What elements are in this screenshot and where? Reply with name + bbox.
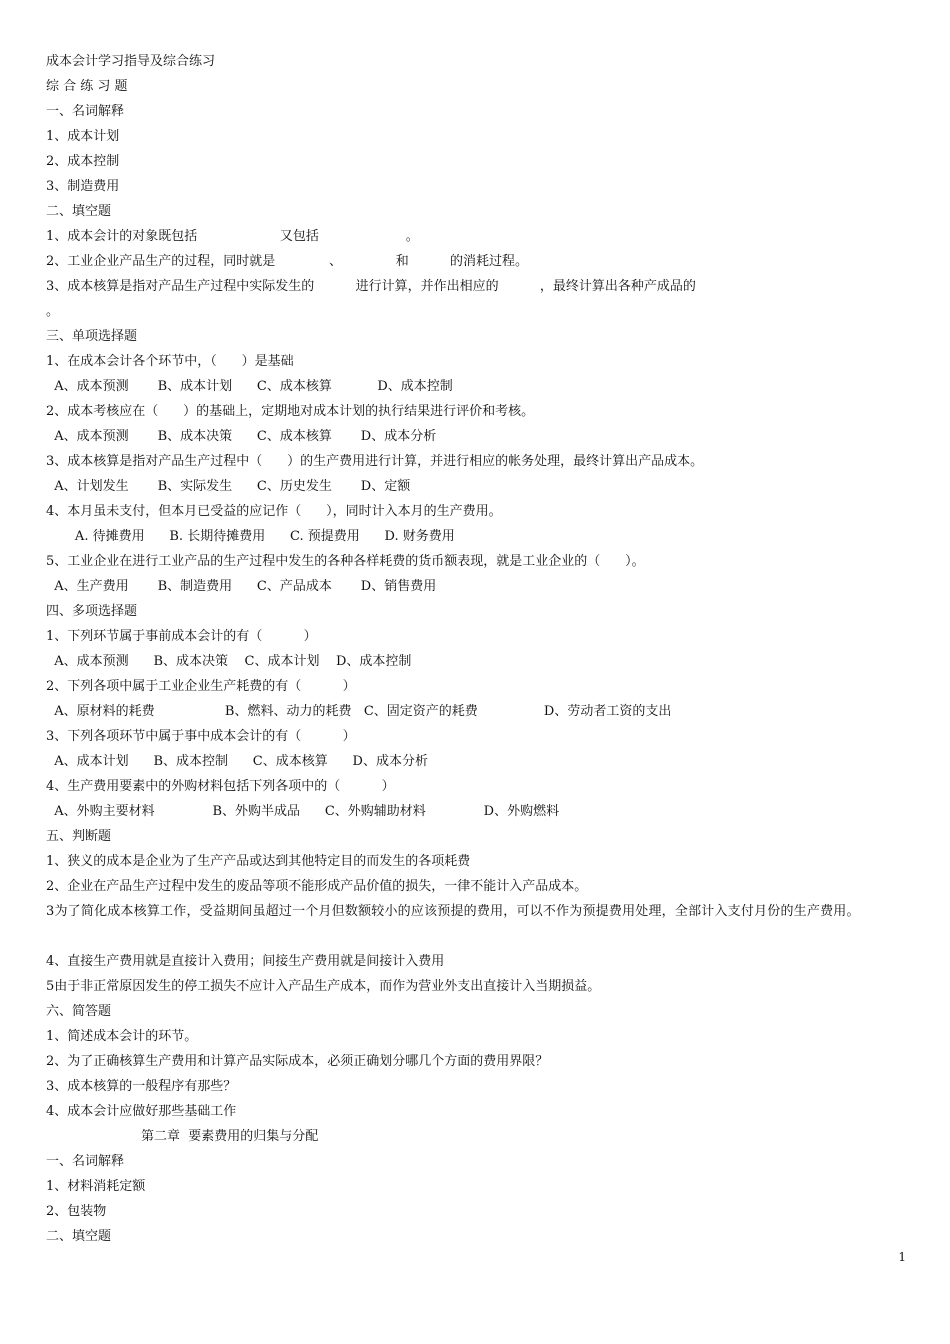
text-line: A、生产费用 B、制造费用 C、产品成本 D、销售费用: [46, 579, 437, 594]
text-line: A、成本预测 B、成本决策 C、成本计划 D、成本控制: [46, 654, 412, 669]
text-line: 二、填空题: [46, 1229, 112, 1244]
text-line: 1、成本会计的对象既包括 又包括 。: [46, 229, 419, 244]
text-line: 3、成本核算的一般程序有那些？: [46, 1079, 237, 1094]
text-line: 四、多项选择题: [46, 604, 138, 619]
text-line: 2、企业在产品生产过程中发生的废品等项不能形成产品价值的损失，一律不能计入产品成本。: [46, 879, 588, 894]
text-line: 2、成本控制: [46, 154, 120, 169]
text-line: A、成本预测 B、成本决策 C、成本核算 D、成本分析: [46, 429, 437, 444]
text-line: 第二章 要素费用的归集与分配: [46, 1129, 319, 1144]
text-line: 2、工业企业产品生产的过程，同时就是 、 和 的消耗过程。: [46, 254, 529, 269]
text-line: 4、本月虽未支付，但本月已受益的应记作（ ），同时计入本月的生产费用。: [46, 504, 502, 519]
text-line: A、成本预测 B、成本计划 C、成本核算 D、成本控制: [46, 379, 453, 394]
text-line: 1、材料消耗定额: [46, 1179, 146, 1194]
text-line: 5由于非正常原因发生的停工损失不应计入产品生产成本，而作为营业外支出直接计入当期损益。: [46, 979, 601, 994]
text-line: 1、在成本会计各个环节中，（ ）是基础: [46, 354, 294, 369]
text-line: 4、直接生产费用就是直接计入费用；间接生产费用就是间接计入费用: [46, 954, 445, 969]
text-line: 3、成本核算是指对产品生产过程中（ ）的生产费用进行计算，并进行相应的帐务处理，最终计算出产品成本。: [46, 454, 704, 469]
text-line: 1、简述成本会计的环节。: [46, 1029, 198, 1044]
text-line: 2、包装物: [46, 1204, 107, 1219]
text-line: 。: [46, 304, 60, 319]
text-line: 1、下列环节属于事前成本会计的有（ ）: [46, 629, 317, 644]
text-line: 5、工业企业在进行工业产品的生产过程中发生的各种各样耗费的货币额表现，就是工业企业的（ ）。: [46, 554, 645, 569]
document-subtitle: 综 合 练 习 题: [46, 79, 128, 94]
text-line: 3、制造费用: [46, 179, 120, 194]
text-line: 五、判断题: [46, 829, 112, 844]
text-line: 3、下列各项环节中属于事中成本会计的有（ ）: [46, 729, 356, 744]
document-title: 成本会计学习指导及综合练习: [46, 54, 216, 69]
text-line: 3为了简化成本核算工作，受益期间虽超过一个月但数额较小的应该预提的费用，可以不作为预提费用处理，全部计入支付月份的生产费用。: [46, 904, 860, 919]
text-line: 六、简答题: [46, 1004, 112, 1019]
text-line: 2、成本考核应在（ ）的基础上，定期地对成本计划的执行结果进行评价和考核。: [46, 404, 535, 419]
text-line: 3、成本核算是指对产品生产过程中实际发生的 进行计算，并作出相应的 ，最终计算出各种产成品的: [46, 279, 696, 294]
text-line: 二、填空题: [46, 204, 112, 219]
text-line: 一、名词解释: [46, 104, 125, 119]
text-line: 2、下列各项中属于工业企业生产耗费的有（ ）: [46, 679, 356, 694]
text-line: 1、狭义的成本是企业为了生产产品或达到其他特定目的而发生的各项耗费: [46, 854, 471, 869]
page-number: 1: [898, 1250, 906, 1264]
text-line: A、外购主要材料 B、外购半成品 C、外购辅助材料 D、外购燃料: [46, 804, 560, 819]
text-line: 三、单项选择题: [46, 329, 138, 344]
text-line: 4、生产费用要素中的外购材料包括下列各项中的（ ）: [46, 779, 395, 794]
text-line: 一、名词解释: [46, 1154, 125, 1169]
text-line: A、原材料的耗费 B、燃料、动力的耗费 C、固定资产的耗费 D、劳动者工资的支出: [46, 704, 672, 719]
text-line: 4、成本会计应做好那些基础工作: [46, 1104, 237, 1119]
text-line: A、计划发生 B、实际发生 C、历史发生 D、定额: [46, 479, 411, 494]
text-line: 1、成本计划: [46, 129, 120, 144]
text-line: A、成本计划 B、成本控制 C、成本核算 D、成本分析: [46, 754, 428, 769]
text-line: A. 待摊费用 B. 长期待摊费用 C. 预提费用 D. 财务费用: [46, 529, 455, 544]
text-line: 2、为了正确核算生产费用和计算产品实际成本，必须正确划分哪几个方面的费用界限？: [46, 1054, 549, 1069]
